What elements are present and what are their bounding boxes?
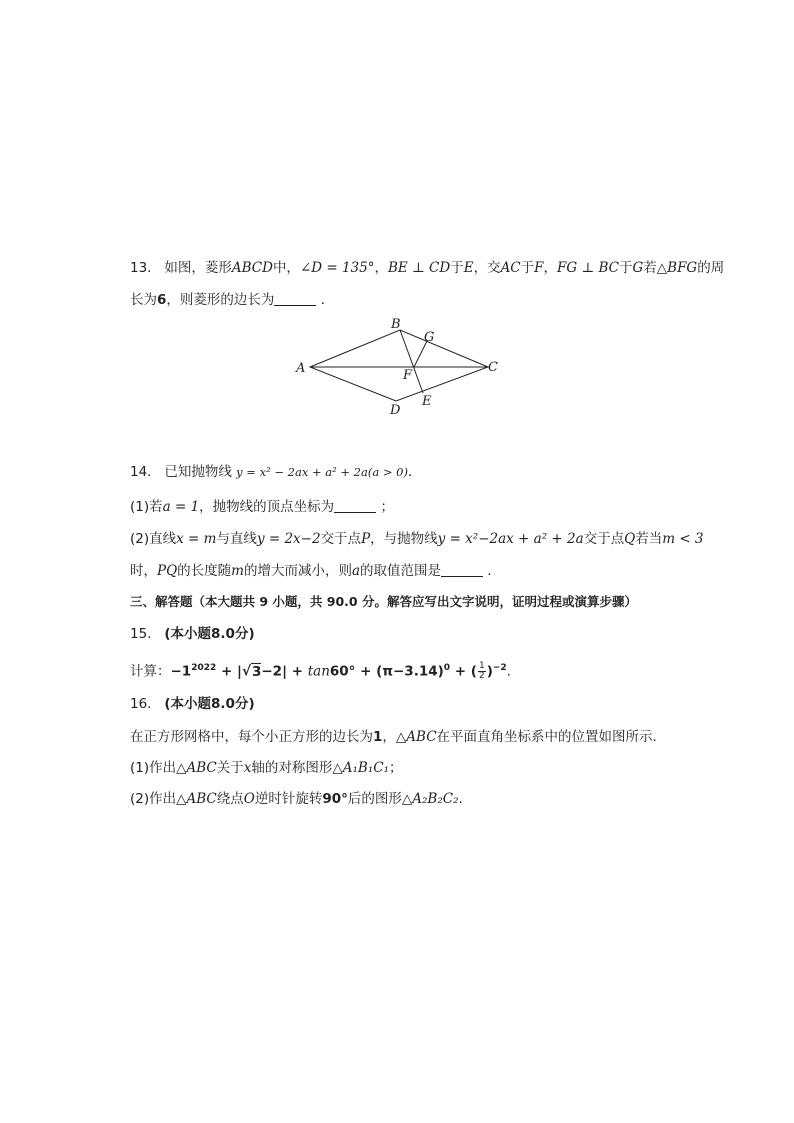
q14-part2 [130,529,704,549]
label-b: B [391,317,401,332]
q16-one: 1 [373,729,383,745]
q16-number: 16. [130,696,152,712]
q16-text: 关于 [216,760,244,776]
q13-text: ， [543,260,558,276]
q15-header [130,624,255,644]
q13-text: ，交 [473,260,501,276]
q14-parab2: y = x²−2ax + a² + 2a [437,531,584,547]
q15-text: . [506,663,511,680]
q14-m-cond: m < 3 [662,531,704,547]
q16-text: (2)作出 [130,791,177,807]
q16-text: ， [382,729,396,745]
q16-text: 逆时针旋转 [254,791,323,807]
q14-number: 14. [130,464,152,480]
q15-sqrt3: 3 [251,663,262,680]
q16-result2: △A₂B₂C₂ [401,791,459,807]
q15-text: 计算： [130,663,171,680]
q15-term: −2| + [261,663,308,680]
q15-exp: 0 [443,663,451,673]
q13-number: 13. [130,260,152,276]
q14-text: ，抛物线的顶点坐标为 [199,499,335,515]
q14-part2-cont [130,561,501,581]
q16-deg: 90° [322,791,348,807]
q15-term: + | [216,663,242,680]
q14-x-m: x = m [176,531,217,547]
label-c: C [488,360,498,375]
q14-a: a [351,563,361,579]
q14-text: ，与抛物线 [370,531,438,547]
q14-text: (2)直线 [130,531,177,547]
q13-text: 的周 [697,260,725,276]
q13-six: 6 [157,292,167,308]
q14-text: 的长度随 [177,563,232,579]
q14-text: ． [407,464,422,480]
q16-part1 [130,758,403,778]
q14-line1 [130,462,421,482]
q16-text: 绕点 [216,791,244,807]
q13-e: E [463,260,474,276]
q14-text: 已知抛物线 [164,464,232,480]
q14-text: 时， [130,563,157,579]
rhombus-outline [310,330,488,401]
q13-f: F [534,260,544,276]
q13-line2 [130,290,334,310]
q13-text: 若 [643,260,657,276]
label-d: D [390,403,401,418]
q16-header [130,694,255,714]
q16-text: (1)作出 [130,760,177,776]
q16-text: 后的图形 [347,791,402,807]
q16-o: O [243,791,255,807]
q13-text: ，则菱形的边长为 [166,292,275,308]
q14-q: Q [624,531,636,547]
q15-term: + (π−3.14) [355,663,444,680]
q14-text: 的取值范围是 [360,563,442,579]
q16-text: . [458,791,463,807]
q14-p: P [361,531,371,547]
q15-half-num: 1 [478,661,485,671]
q15-term: 60° [329,663,356,680]
q13-text: 长为 [130,292,157,308]
q13-g: G [632,260,644,276]
q14-text: ； [380,499,394,515]
section-header: 三、解答题（本大题共 9 小题，共 90.0 分。解答应写出文字说明，证明过程或演算步骤） [130,594,637,609]
q15-score: (本小题8.0分) [164,626,255,642]
q13-text: ． [320,292,335,308]
label-g: G [424,330,435,345]
q13-angle: ∠D = 135° [299,260,375,276]
q16-text: ； [389,760,403,776]
q13-fg-bc: FG ⊥ BC [557,260,619,276]
q14-text: 与直线 [216,531,257,547]
q15-exp: 2022 [191,663,217,673]
q16-part2 [130,789,463,809]
q14-cond: a = 1 [162,499,200,515]
q15-tan: tan [307,663,330,680]
q14-text: (1)若 [130,499,163,515]
label-e: E [422,394,432,409]
q16-tri-abc: △ABC [395,729,437,745]
q15-term: ) [486,663,493,680]
q13-text: ， [374,260,388,276]
q14-line: y = 2x−2 [256,531,321,547]
q16-tri-abc: △ABC [176,791,217,807]
q14-part1 [130,497,394,517]
q14-m: m [231,563,244,579]
q13-line1 [130,258,724,278]
q13-be-cd: BE ⊥ CD [387,260,451,276]
q15-half [478,662,486,681]
q15-half-den: 2 [478,671,485,681]
q15-term: + ( [450,663,477,680]
q16-intro [130,727,666,747]
q14-text: ． [487,563,501,579]
q15-expression: 计算：$-1^{2022} + |√3-2| + \tan 60^\circ + (\pi-3.14)^0$ + ( $\frac{1}{2}$ )$^{-2}$. [130,661,511,681]
label-a: A [296,361,306,376]
q13-text: 如图，菱形 [164,260,232,276]
segment-be [400,330,423,393]
answer-blank[interactable] [274,291,316,306]
q14-text: 交于点 [583,531,625,547]
q13-ac: AC [500,260,521,276]
q13-text: 于 [450,260,464,276]
q13-text: 于 [618,260,633,276]
q16-text: 在平面直角坐标系中的位置如图所示． [436,729,667,745]
q15-term: −1 [170,663,192,680]
q16-text: 轴的对称图形 [251,760,333,776]
q13-text: 中， [272,260,300,276]
q15-number: 15. [130,626,152,642]
label-f: F [403,368,413,383]
q13-abcd: ABCD [231,260,273,276]
answer-blank[interactable] [334,498,376,513]
q15-exp: −2 [492,663,507,673]
q14-pq: PQ [157,563,178,579]
q16-text: 在正方形网格中，每个小正方形的边长为 [130,729,373,745]
answer-blank[interactable] [441,562,483,577]
q14-text: 若当 [635,531,663,547]
q16-score: (本小题8.0分) [164,696,255,712]
rhombus-figure [290,313,510,423]
q13-text: 于 [520,260,535,276]
q14-text: 的增大而减小，则 [243,563,352,579]
q14-text: 交于点 [320,531,362,547]
q16-x: x [243,760,252,776]
q16-tri-abc: △ABC [176,760,217,776]
q13-tri-bfg: △BFG [656,260,698,276]
q16-result1: △A₁B₁C₁ [332,760,390,776]
q14-parabola: y = x² − 2ax + a² + 2a(a > 0) [236,465,408,479]
